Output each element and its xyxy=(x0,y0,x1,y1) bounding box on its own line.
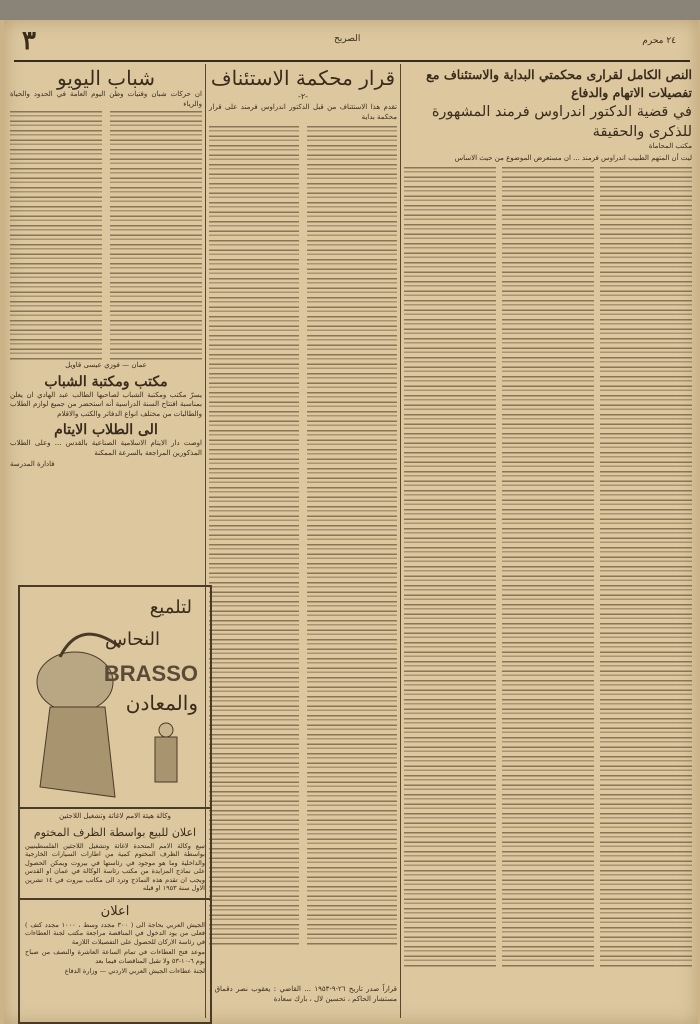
masthead xyxy=(4,20,698,60)
closing-paragraph: قراراً صدر تاريخ ٢٦-٩-١٩٥٣ ... القاضي : يعقوب نصر دقماق ، مستشار الحاكم ، تحسين لال ، بارك سعادة xyxy=(209,985,397,1003)
library-text: يسرّ مكتب ومكتبة الشباب لصاحبها الطالب عبد الهادي ان يعلن بمناسبة افتتاح السنة الدراسية أنه استحضر من جميع لوازم الطلاب والطالبات من مختلف انواع الدفاتر والكتب والاقلام xyxy=(10,390,202,418)
scan-edge xyxy=(0,0,700,20)
text-column xyxy=(502,167,594,967)
lead-paragraph: تقدم هذا الاستئناف من قبل الدكتور اندراوس فرمند على قرار محكمة بداية xyxy=(209,103,397,121)
library-headline: مكتب ومكتبة الشباب xyxy=(44,373,168,390)
text-columns xyxy=(404,167,692,967)
lead-paragraph: ليت أن المتهم الطبيب اندراوس فرمند ... ان مستعرض الموضوع من حيث الاساس xyxy=(454,153,692,162)
byline: مكتب المحاماة xyxy=(648,142,692,150)
advertisement-box xyxy=(18,585,212,1024)
ad-signature: لجنة عطاءات الجيش العربي الاردني — وزارة الدفاع xyxy=(64,967,205,975)
army-ad xyxy=(20,898,210,981)
ad-headline: اعلان xyxy=(100,903,130,919)
page-number: ٣ xyxy=(22,26,36,56)
ad-deadline: موعد فتح العطاءات في تمام الساعة العاشرة والنصف من صباح يوم ٦-١٠-٥٣ ولا تقبل المناقصات فيما بعد xyxy=(25,948,205,965)
headline: قرار محكمة الاستئناف xyxy=(210,66,396,90)
ad-text: تبيع وكالة الامم المتحدة لاغاثة وتشغيل اللاجئين الفلسطينيين بواسطة الظرف المختوم كمية من اطارات السيارات الخارجية والداخلية وما هو موجود في رئاستها في بيروت ويمكن الحصول على نماذج المزايدة من مكتب رئاسة الوكالة في عمان او القدس ويجب ان تقدم هذه النماذج وترد الى مكاتب بيروت في ١٤ تشرين الاول سنة ١٩٥٣ او قبله xyxy=(25,841,205,892)
headline-2: في قضية الدكتور اندراوس فرمند المشهورة للذكرى والحقيقة xyxy=(431,104,692,140)
left-article xyxy=(10,66,202,472)
ad-text: الجيش العربي بحاجة الى ( ٣٠٠ مجدد وسط ، ١٠٠٠ مجدد كتف ) فعلى من يود الدخول في المناقصة مراجعة مكتب لجنة العطاءات في رئاسة الاركان للحصول على التفصيلات اللازمة xyxy=(25,920,205,946)
newspaper-page xyxy=(4,20,698,1024)
column-divider xyxy=(400,64,401,1018)
lead-paragraph: ان حركات شبان وفتيات وطن اليوم العامة في الحدود والحياة والرياء xyxy=(10,90,202,108)
agency-name: وكالة هيئة الامم لاغاثة وتشغيل اللاجئين xyxy=(59,812,171,820)
text-column xyxy=(600,167,692,967)
text-column xyxy=(307,126,397,946)
headline: شباب اليويو xyxy=(57,66,155,90)
header-rule xyxy=(14,60,690,62)
newspaper-name: الصريح xyxy=(334,34,361,44)
text-column xyxy=(110,111,202,361)
orphans-text: اوصت دار الايتام الاسلامية الصناعية بالقدس ... وعلى الطلاب المذكورين المراجعة بالسرعة الممكنة xyxy=(10,439,202,457)
text-column xyxy=(209,126,299,946)
unrwa-ad xyxy=(20,807,210,898)
ad-line-3: والمعادن xyxy=(125,691,198,715)
issue-date: ٢٤ محرم xyxy=(642,36,676,46)
ad-line-1: لتلميع xyxy=(149,597,192,618)
orphans-headline: الى الطلاب الايتام xyxy=(54,422,158,438)
text-column xyxy=(10,111,102,361)
part-number: -٢- xyxy=(298,92,308,101)
ad-headline: اعلان للبيع بواسطة الظرف المختوم xyxy=(33,825,197,839)
ad-line-2: النحاس xyxy=(105,629,160,650)
brasso-ad xyxy=(20,587,210,807)
right-article xyxy=(404,66,692,1016)
orphans-signature: فادارة المدرسة xyxy=(10,460,55,468)
middle-article xyxy=(209,66,397,1016)
brand-name: BRASSO xyxy=(103,661,198,686)
headline-1: النص الكامل لقرارى محكمتي البداية والاستئناف مع تفصيلات الاتهام والدفاع xyxy=(426,67,692,100)
text-column xyxy=(404,167,496,967)
signature: عمان — فوزي عيسى قاويل xyxy=(65,361,147,369)
